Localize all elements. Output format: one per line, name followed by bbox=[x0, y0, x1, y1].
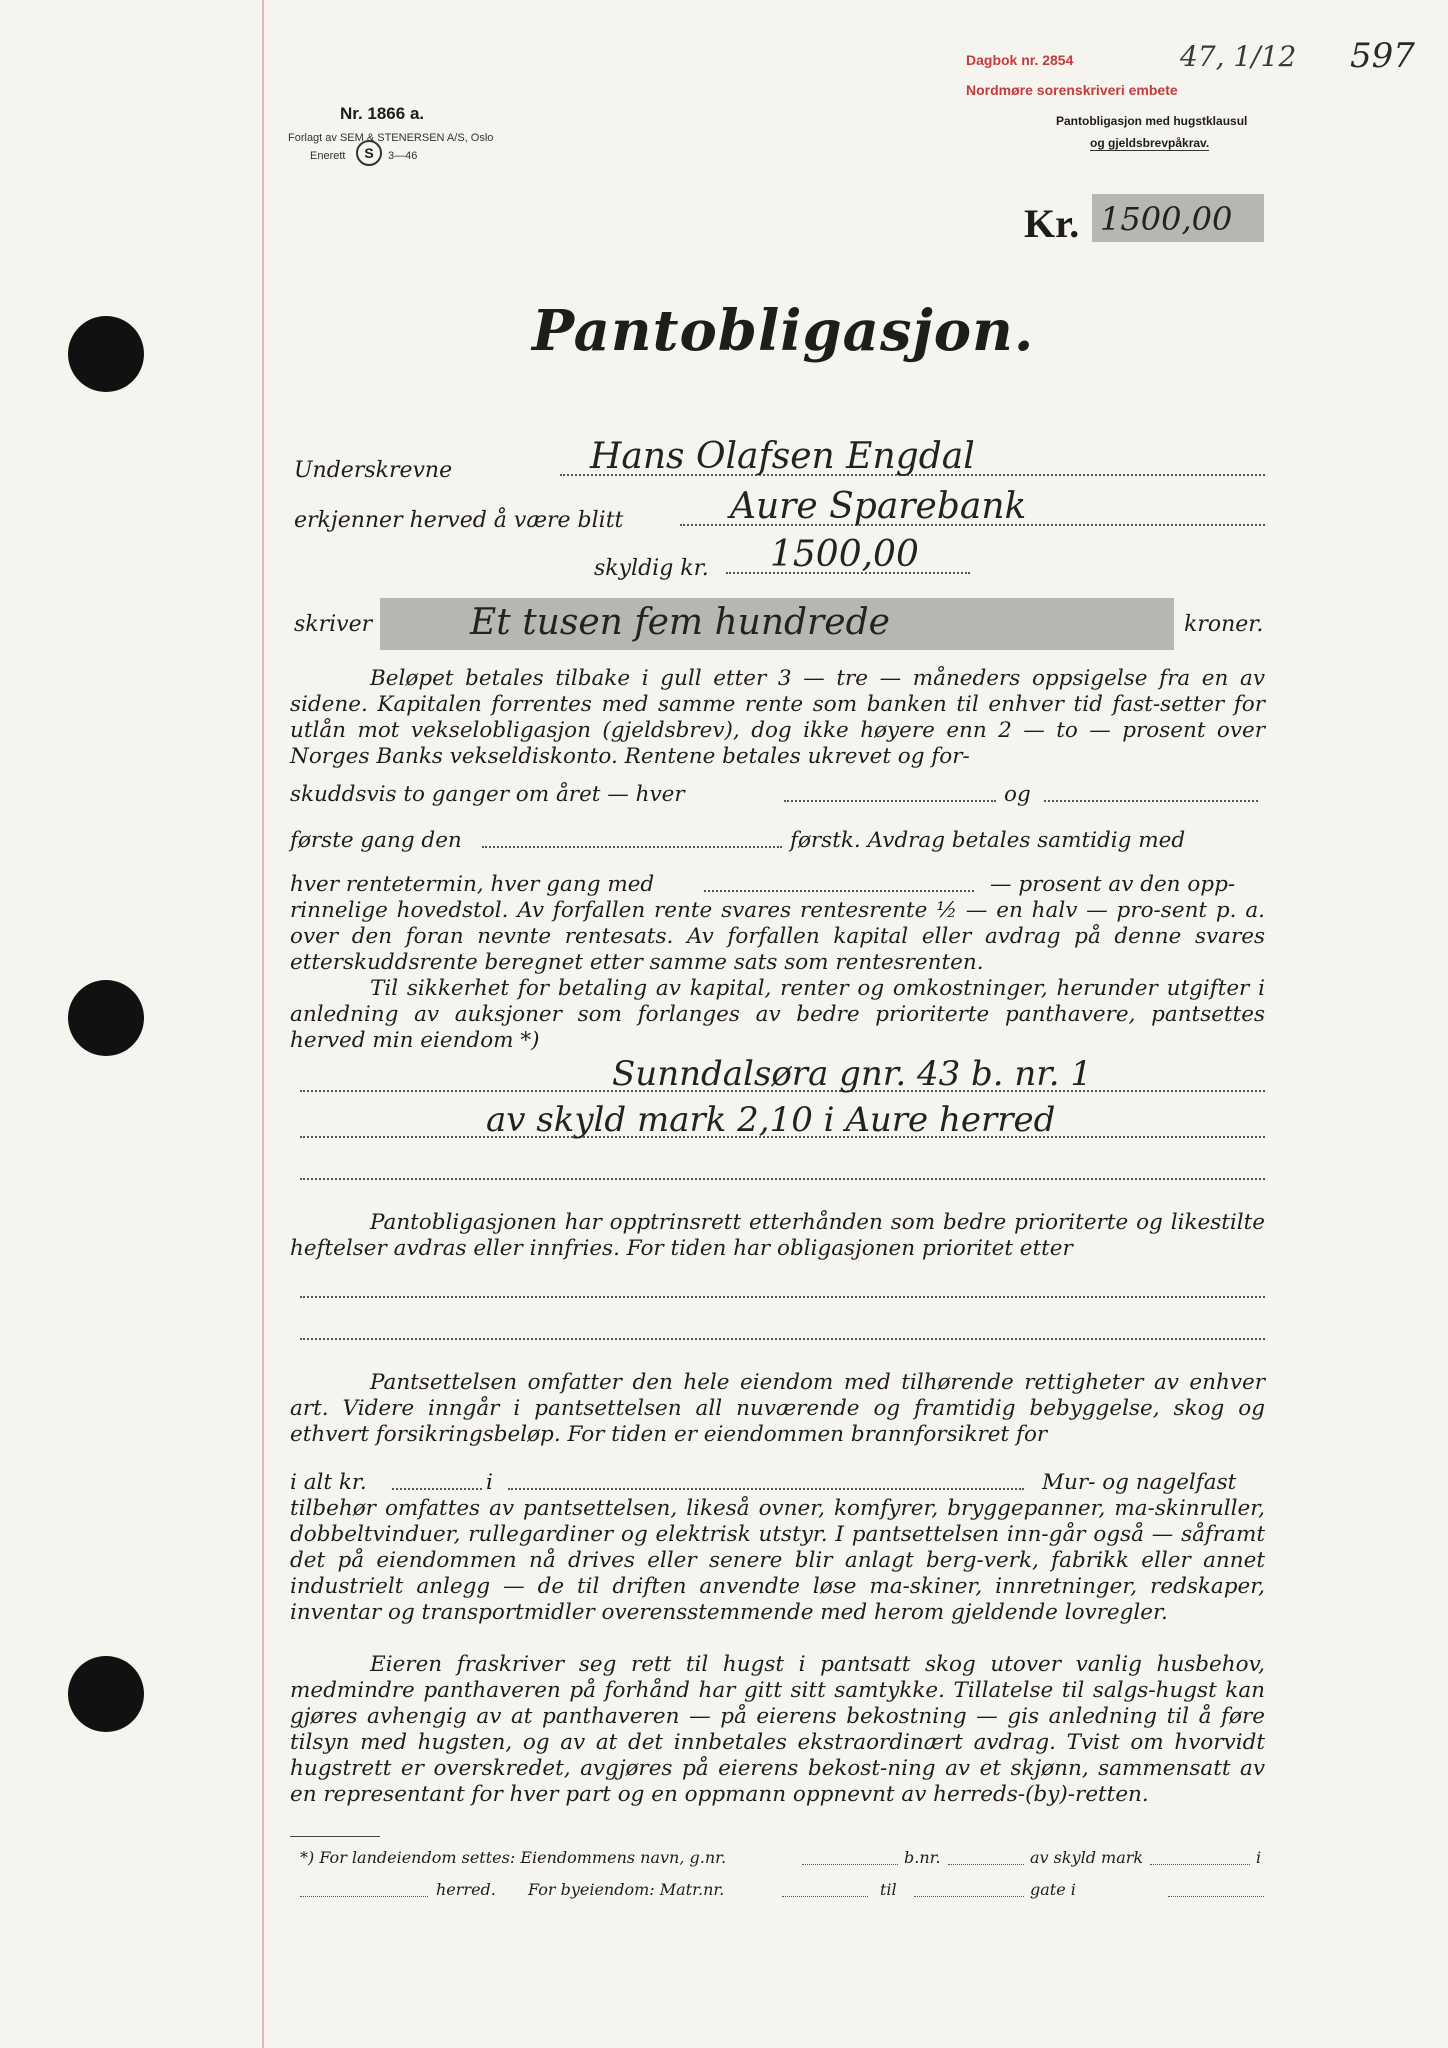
interest-terms-and: og bbox=[1004, 782, 1031, 807]
binder-hole-top bbox=[68, 316, 144, 392]
currency-word: kroner. bbox=[1184, 612, 1264, 637]
scope-text: Pantsettelsen omfatter den hele eiendom med tilhørende rettigheter av enhver art. Videre inngår i pantsettelsen all nuværende og framtidig bebyggelse, skog og ethvert forsikringsbeløp. For tiden er eiendommen brannforsikret for bbox=[290, 1370, 1265, 1447]
penalty-interest-text: rinnelige hovedstol. Av forfallen rente svares rentesrente ½ — en halv — pro-sent p. a. over den foran nevnte rentesats. Av forfallen kapital eller avdrag på denne svares etterskuddsrente beregnet etter samme sats som rentesrenten. bbox=[290, 898, 1265, 975]
priority-text: Pantobligasjonen har opptrinsrett etterhånden som bedre prioriterte og likestilte heftelser avdras eller innfries. For tiden har obligasjonen prioritet etter bbox=[290, 1210, 1265, 1261]
publisher-line: Forlagt av SEM & STENERSEN A/S, Oslo bbox=[288, 132, 494, 144]
security-text: Til sikkerhet for betaling av kapital, renter og omkostninger, herunder utgifter i anledning av auksjoner som forlanges av bedre prioriterte panthavere, pantsettes herved min eiendom *) bbox=[290, 976, 1265, 1053]
stamp-handwritten-date: 47, 1/12 bbox=[1180, 40, 1297, 73]
installment-line bbox=[704, 890, 974, 892]
installment-label: hver rentetermin, hver gang med bbox=[290, 872, 655, 897]
acknowledges-label: erkjenner herved å være blitt bbox=[294, 508, 624, 533]
fixtures-paragraph bbox=[290, 1496, 1265, 1626]
property-value-1: Sunndalsøra gnr. 43 b. nr. 1 bbox=[612, 1054, 1093, 1094]
footnote-line1-a: *) For landeiendom settes: Eiendommens navn, g.nr. bbox=[300, 1848, 727, 1867]
stamp-journal-number: Dagbok nr. 2854 bbox=[966, 52, 1074, 68]
first-time-rest: førstk. Avdrag betales samtidig med bbox=[790, 828, 1186, 853]
footnote-gate-line bbox=[1168, 1896, 1264, 1897]
publisher-date: 3—46 bbox=[388, 150, 418, 162]
form-type-line2: og gjeldsbrevpåkrav. bbox=[1090, 136, 1210, 150]
insured-company-line bbox=[508, 1488, 1024, 1490]
logging-paragraph bbox=[290, 1652, 1265, 1808]
footnote-mark-line bbox=[1150, 1864, 1250, 1865]
document-title: Pantobligasjon. bbox=[532, 298, 1035, 364]
priority-line-1 bbox=[300, 1296, 1265, 1298]
priority-line-2 bbox=[300, 1338, 1265, 1340]
fixtures-label: Mur- og nagelfast bbox=[1042, 1470, 1237, 1495]
repayment-paragraph bbox=[290, 666, 1265, 770]
repayment-text: Beløpet betales tilbake i gull etter 3 — tre — måneders oppsigelse fra en av sidene. Kapitalen forrentes med samme rente som banken til enhver tid fast-setter for utlån mot vekselobligasjon (gjeldsbrev), dog ikke høyere enn 2 — to — prosent over Norges Banks vekseldiskonto. Rentene betales ukrevet og for- bbox=[290, 666, 1265, 769]
binder-hole-middle bbox=[68, 980, 144, 1056]
undersigned-value: Hans Olafsen Engdal bbox=[590, 436, 975, 477]
footnote-line2-b: For byeiendom: Matr.nr. bbox=[528, 1880, 725, 1899]
first-time-line bbox=[482, 846, 782, 848]
footnote-gnr-line bbox=[802, 1864, 898, 1865]
footnote-herred-line bbox=[300, 1896, 428, 1897]
logging-text: Eieren fraskriver seg rett til hugst i pantsatt skog utover vanlig husbehov, medmindre panthaveren på forhånd har gitt sitt samtykke. Tillatelse til salgs-hugst kan gjøres avhengig av at panthaveren — på eierens bekostning — gis anledning til å føre tilsyn med hugsten, og av at det innbetales ekstraordinært avdrag. Tvist om hvorvidt hugstrett er overskredet, avgjøres på eierens bekost-ning av et skjønn, sammensatt av en representant for hver part og en oppmann oppnevnt av herreds-(by)-retten. bbox=[290, 1652, 1265, 1807]
insured-in-label: i bbox=[486, 1470, 493, 1495]
insured-amount-line bbox=[392, 1488, 482, 1490]
penalty-interest-paragraph bbox=[290, 898, 1265, 976]
fixtures-text: tilbehør omfattes av pantsettelsen, likeså ovner, komfyrer, bryggepanner, ma-skinruller, dobbeltvinduer, rullegardiner og elektrisk utstyr. I pantsettelsen inn-går også — såframt det på eiendommen nå drives eller senere blir anlagt berg-verk, fabrikk eller annet industrielt anlegg — de til driften anvendte løse ma-skiner, innretninger, redskaper, inventar og transportmidler overensstemmende med herom gjeldende lovregler. bbox=[290, 1496, 1265, 1625]
form-number: Nr. 1866 a. bbox=[340, 104, 425, 123]
publisher-enerett: Enerett bbox=[310, 150, 346, 162]
publisher-logo-icon: S bbox=[356, 140, 382, 166]
interest-terms-line1 bbox=[784, 800, 996, 802]
interest-terms-line2 bbox=[1044, 800, 1258, 802]
priority-paragraph bbox=[290, 1210, 1265, 1262]
footnote-line1-d: i bbox=[1256, 1848, 1262, 1867]
page-number: 597 bbox=[1350, 36, 1415, 76]
undersigned-label: Underskrevne bbox=[294, 458, 453, 483]
insured-amount-label: i alt kr. bbox=[290, 1470, 367, 1495]
interest-terms-label: skuddsvis to ganger om året — hver bbox=[290, 782, 685, 807]
security-paragraph bbox=[290, 976, 1265, 1054]
footnote-line1-c: av skyld mark bbox=[1030, 1848, 1144, 1867]
owing-value: 1500,00 bbox=[770, 534, 919, 575]
stamp-office: Nordmøre sorenskriveri embete bbox=[966, 82, 1178, 98]
footnote-bnr-line bbox=[948, 1864, 1024, 1865]
footnote-til-line bbox=[914, 1896, 1024, 1897]
footnote-line1-b: b.nr. bbox=[904, 1848, 941, 1867]
footnote-matr-line bbox=[782, 1896, 868, 1897]
binder-hole-bottom bbox=[68, 1656, 144, 1732]
footnote-line2-d: gate i bbox=[1030, 1880, 1076, 1899]
form-type-line1: Pantobligasjon med hugstklausul bbox=[1056, 114, 1248, 128]
footnote-rule bbox=[290, 1836, 380, 1837]
amount-label: Kr. bbox=[1024, 201, 1080, 246]
first-time-label: første gang den bbox=[290, 828, 462, 853]
footnote-line2-c: til bbox=[880, 1880, 897, 1899]
writes-label: skriver bbox=[294, 612, 373, 637]
margin-rule bbox=[262, 0, 264, 2048]
footnote-line2-a: herred. bbox=[436, 1880, 496, 1899]
amount-value: 1500,00 bbox=[1100, 200, 1233, 238]
installment-rest: — prosent av den opp- bbox=[990, 872, 1236, 897]
owing-label: skyldig kr. bbox=[594, 556, 709, 581]
property-value-2: av skyld mark 2,10 i Aure herred bbox=[486, 1100, 1056, 1140]
acknowledges-value: Aure Sparebank bbox=[730, 486, 1027, 527]
scope-paragraph bbox=[290, 1370, 1265, 1448]
writes-value: Et tusen fem hundrede bbox=[470, 602, 890, 643]
property-line-3 bbox=[300, 1178, 1265, 1180]
